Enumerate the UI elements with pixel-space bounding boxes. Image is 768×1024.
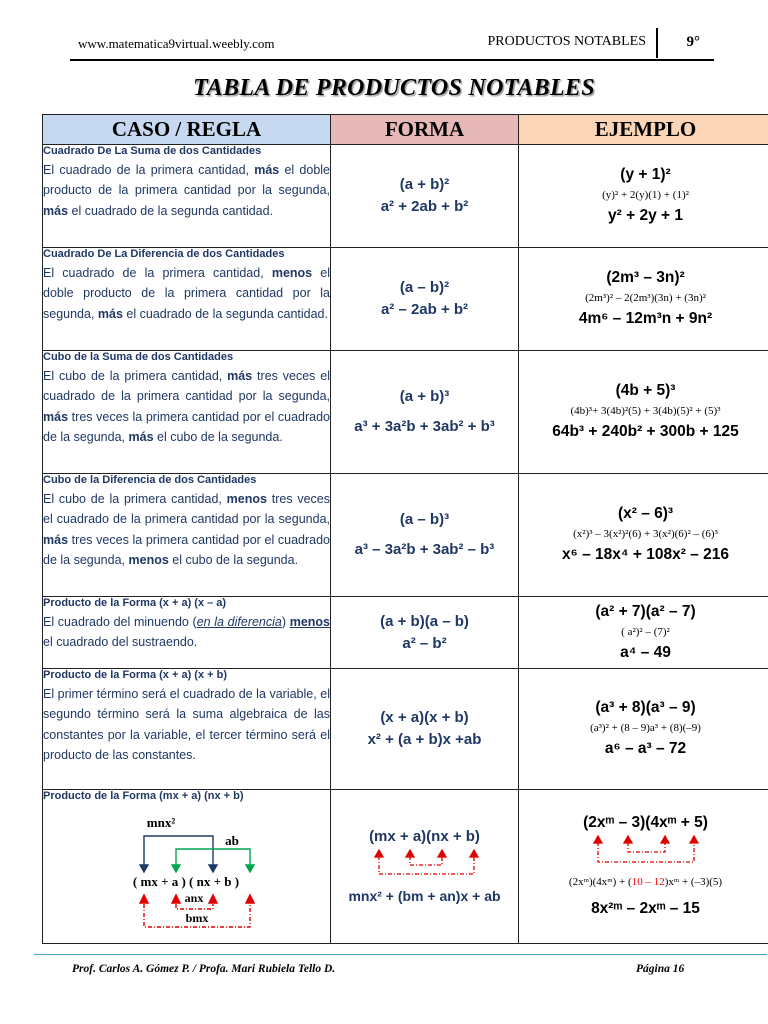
ejemplo-expansion: ( a²)² – (7)²	[621, 625, 670, 638]
ejemplo-cell	[519, 790, 768, 944]
table-header-row	[43, 115, 768, 145]
forma-product: (a + b)(a – b)	[380, 612, 469, 630]
diagram-mnx2: mnx²	[146, 815, 176, 830]
forma-cell	[331, 145, 519, 248]
forma-result: x² + (a + b)x +ab	[367, 731, 482, 748]
header-grade: 9°	[686, 34, 700, 50]
page-title: TABLA DE PRODUCTOS NOTABLES	[193, 75, 595, 101]
ejemplo-result: 8x²ᵐ – 2xᵐ – 15	[591, 900, 700, 917]
table-row	[43, 669, 768, 790]
table-row	[43, 597, 768, 669]
ejemplo-product: (2xᵐ – 3)(4xᵐ + 5)	[583, 814, 708, 831]
ejemplo-result: 4m⁶ – 12m³n + 9n²	[578, 310, 713, 327]
header-topic: PRODUCTOS NOTABLES	[487, 34, 646, 49]
rule-title: Cubo de la Suma de dos Cantidades	[43, 351, 234, 363]
ejemplo-result: a⁴ – 49	[620, 643, 671, 661]
forma-result: a³ + 3a²b + 3ab² + b³	[354, 418, 495, 435]
table-row	[43, 248, 768, 351]
ejemplo-cell	[519, 248, 768, 351]
forma-cell	[331, 790, 519, 944]
table-row	[43, 474, 768, 597]
forma-product: (a + b)³	[399, 388, 450, 405]
ejemplo-result: 64b³ + 240b² + 300b + 125	[552, 423, 739, 440]
rule-text: El cuadrado de la primera cantidad, más el doble producto de la primera cantidad por la segunda, más el cuadrado de la segunda cantidad.	[43, 163, 330, 218]
forma-product: (a – b)³	[399, 511, 450, 528]
footer-authors: Prof. Carlos A. Gómez P. / Profa. Mari Rubiela Tello D.	[72, 963, 336, 975]
forma-cell	[331, 669, 519, 790]
rule-text: El cubo de la primera cantidad, menos tres veces el cuadrado de la primera cantidad por la segunda, más tres veces la primera cantidad por el cuadrado de la segunda, menos el cubo de la segunda.	[43, 492, 331, 567]
rule-cell	[43, 351, 331, 474]
ejemplo-expansion: (4b)³+ 3(4b)²(5) + 3(4b)(5)² + (5)³	[570, 405, 721, 417]
ejemplo-cell	[519, 597, 768, 669]
diagram-bmx: bmx	[185, 911, 209, 925]
ejemplo-product: (a³ + 8)(a³ – 9)	[595, 699, 696, 716]
page-header	[70, 28, 714, 58]
column-header-ejemplo: EJEMPLO	[519, 115, 768, 145]
diagram-expression: ( mx + a ) ( nx + b )	[132, 874, 240, 889]
forma-cell	[331, 248, 519, 351]
rule-cell	[43, 790, 331, 944]
ejemplo-result: x⁶ – 18x⁴ + 108x² – 216	[562, 546, 729, 563]
rule-cell	[43, 248, 331, 351]
ejemplo-product: (x² – 6)³	[617, 505, 674, 522]
rule-cell	[43, 669, 331, 790]
forma-product: (mx + a)(nx + b)	[369, 828, 480, 845]
ejemplo-cell	[519, 351, 768, 474]
ejemplo-red-sum: 10 – 12	[631, 876, 665, 888]
rule-title: Producto de la Forma (x + a) (x – a)	[43, 597, 227, 609]
ejemplo-cell	[519, 474, 768, 597]
forma-cell	[331, 474, 519, 597]
forma-product: (a – b)²	[399, 279, 450, 296]
column-header-forma: FORMA	[331, 115, 519, 145]
forma-cell	[331, 351, 519, 474]
ejemplo-expansion: (x²)³ – 3(x²)²(6) + 3(x²)(6)² – (6)³	[573, 528, 718, 540]
forma-cell	[331, 597, 519, 669]
ejemplo-expansion: (a³)² + (8 – 9)a³ + (8)(–9)	[590, 722, 701, 734]
rule-text: El cuadrado de la primera cantidad, menos el doble producto de la primera cantidad por la segunda, más el cuadrado de la segunda cantidad.	[43, 266, 331, 321]
header-rule	[70, 59, 714, 61]
diagram-ab: ab	[225, 833, 239, 848]
forma-result: a³ – 3a²b + 3ab² – b³	[354, 541, 495, 558]
forma-product: (a + b)²	[399, 176, 450, 193]
ejemplo-cell	[519, 669, 768, 790]
footer-rule	[34, 954, 767, 955]
rule-text: El cubo de la primera cantidad, más tres veces el cuadrado de la primera cantidad por la segunda, más tres veces la primera cantidad por el cuadrado de la segunda, más el cubo de la segunda.	[43, 369, 331, 444]
header-url[interactable]: www.matematica9virtual.weebly.com	[78, 36, 275, 51]
ejemplo-expansion: (2m³)² – 2(2m³)(3n) + (3n)²	[585, 292, 706, 304]
rule-title: Producto de la Forma (mx + a) (nx + b)	[43, 790, 244, 802]
productos-notables-table	[42, 114, 768, 944]
rule-text: El cuadrado del minuendo (en la diferencia) menos el cuadrado del sustraendo.	[43, 615, 331, 650]
forma-product: (x + a)(x + b)	[380, 709, 469, 726]
table-row	[43, 145, 768, 248]
diagram-anx: anx	[184, 891, 204, 905]
table-row	[43, 790, 768, 944]
header-divider	[656, 28, 658, 58]
mnx-diagram	[43, 805, 322, 933]
forma-result: a² + 2ab + b²	[380, 198, 469, 215]
forma-result: a² – 2ab + b²	[380, 301, 469, 318]
rule-title: Cubo de la Diferencia de dos Cantidades	[43, 474, 257, 486]
rule-cell	[43, 474, 331, 597]
ejemplo-result: y² + 2y + 1	[608, 207, 683, 224]
rule-title: Cuadrado De La Suma de dos Cantidades	[43, 145, 262, 157]
footer-page-number: Página 16	[636, 963, 685, 975]
ejemplo-product: (4b + 5)³	[615, 382, 676, 399]
ejemplo-cell	[519, 145, 768, 248]
ejemplo-expansion: (y)² + 2(y)(1) + (1)²	[602, 189, 689, 201]
ejemplo-product: (2m³ – 3n)²	[606, 269, 685, 286]
column-header-caso: CASO / REGLA	[43, 115, 331, 145]
rule-title: Producto de la Forma (x + a) (x + b)	[43, 669, 227, 681]
ejemplo-product: (a² + 7)(a² – 7)	[595, 602, 696, 620]
ejemplo-expansion: (2xᵐ)(4xᵐ) + (10 – 12)xᵐ + (–3)(5)	[568, 876, 723, 888]
ejemplo-product: (y + 1)²	[620, 166, 671, 183]
ejemplo-red-arrows	[566, 834, 726, 868]
forma-result: a² – b²	[402, 634, 447, 652]
ejemplo-result: a⁶ – a³ – 72	[604, 740, 687, 757]
forma-red-arrows	[350, 848, 500, 880]
rule-cell	[43, 145, 331, 248]
rule-text: El primer término será el cuadrado de la variable, el segundo término será la suma algebraica de las constantes por la variable, el tercer término será el producto de las constantes.	[43, 687, 330, 762]
table-row	[43, 351, 768, 474]
rule-title: Cuadrado De La Diferencia de dos Cantidades	[43, 248, 285, 260]
forma-result: mnx² + (bm + an)x + ab	[348, 888, 501, 904]
rule-cell	[43, 597, 331, 669]
